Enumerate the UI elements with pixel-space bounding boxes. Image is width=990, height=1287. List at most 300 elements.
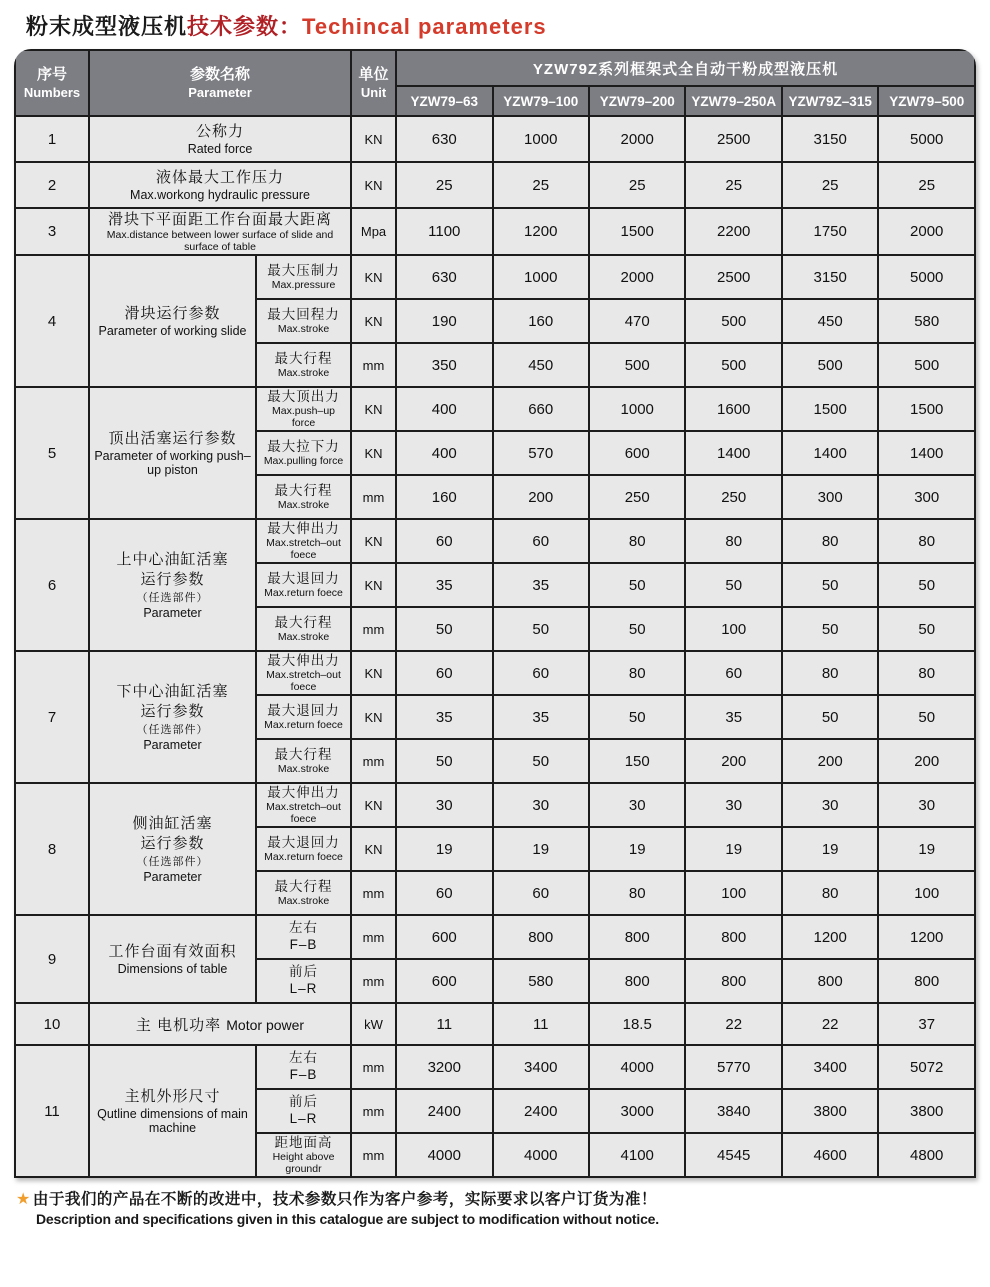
parameter-label-en: Parameter of working push–up piston — [94, 449, 251, 478]
parameter-label-cell — [89, 1003, 351, 1045]
parameter-label-en: Max.workong hydraulic pressure — [130, 187, 310, 202]
sub-parameter-cell — [256, 1045, 351, 1089]
value-cell: 25 — [878, 162, 975, 208]
value-cell: 50 — [493, 607, 589, 651]
value-cell: 50 — [396, 739, 492, 783]
parameter-label-zh: 主 电机功率 — [135, 1016, 227, 1034]
value-cell: 630 — [396, 116, 492, 162]
unit-cell: KN — [351, 695, 396, 739]
value-cell: 160 — [396, 475, 492, 519]
value-cell: 11 — [396, 1003, 492, 1045]
sub-parameter-cell — [256, 475, 351, 519]
sub-parameter-en: L–R — [289, 1111, 318, 1127]
value-cell: 5072 — [878, 1045, 975, 1089]
table-row — [15, 116, 975, 162]
value-cell: 50 — [493, 739, 589, 783]
value-cell: 1500 — [782, 387, 878, 431]
value-cell: 800 — [493, 915, 589, 959]
value-cell: 5000 — [878, 255, 975, 299]
parameter-label-note: （任选部件） — [136, 591, 209, 604]
table-row — [15, 208, 975, 255]
parameter-label-zh: 滑块下平面距工作台面最大距离 — [108, 211, 333, 228]
unit-cell: KN — [351, 827, 396, 871]
value-cell: 25 — [493, 162, 589, 208]
value-cell: 2000 — [589, 116, 685, 162]
value-cell: 4000 — [589, 1045, 685, 1089]
sub-parameter-cell — [256, 607, 351, 651]
value-cell: 50 — [782, 695, 878, 739]
unit-cell: mm — [351, 1133, 396, 1177]
unit-cell: mm — [351, 959, 396, 1003]
sub-parameter-cell — [256, 387, 351, 431]
unit-cell: mm — [351, 739, 396, 783]
header-numbers-zh: 序号 — [36, 65, 67, 83]
header-model: YZW79–250A — [685, 86, 781, 116]
value-cell: 250 — [685, 475, 781, 519]
value-cell: 19 — [782, 827, 878, 871]
unit-cell: mm — [351, 871, 396, 915]
value-cell: 500 — [685, 343, 781, 387]
sub-parameter-zh: 最大行程 — [274, 615, 333, 631]
value-cell: 580 — [493, 959, 589, 1003]
value-cell: 800 — [589, 915, 685, 959]
sub-parameter-zh: 最大退回力 — [267, 571, 340, 587]
value-cell: 19 — [589, 827, 685, 871]
header-numbers — [15, 50, 89, 116]
sub-parameter-zh: 最大伸出力 — [267, 785, 340, 801]
header-model: YZW79–500 — [878, 86, 975, 116]
value-cell: 30 — [493, 783, 589, 827]
parameter-label-note: （任选部件） — [136, 723, 209, 736]
value-cell: 3840 — [685, 1089, 781, 1133]
sub-parameter-cell — [256, 255, 351, 299]
value-cell: 30 — [878, 783, 975, 827]
row-number-cell: 10 — [15, 1003, 89, 1045]
sub-parameter-cell — [256, 519, 351, 563]
value-cell: 200 — [878, 739, 975, 783]
star-icon: ★ — [16, 1191, 31, 1209]
value-cell: 80 — [589, 651, 685, 695]
value-cell: 800 — [878, 959, 975, 1003]
parameter-label-inline — [92, 1014, 348, 1035]
unit-cell: Mpa — [351, 208, 396, 255]
unit-cell: KN — [351, 162, 396, 208]
parameter-label-en: Max.distance between lower surface of slide and surface of table — [106, 229, 334, 253]
value-cell: 2000 — [589, 255, 685, 299]
title-zh-red: 技术参数： — [187, 14, 303, 39]
header-unit-en: Unit — [360, 84, 387, 100]
value-cell: 2400 — [396, 1089, 492, 1133]
sub-parameter-cell — [256, 959, 351, 1003]
value-cell: 80 — [589, 871, 685, 915]
sub-parameter-zh: 最大退回力 — [267, 703, 340, 719]
value-cell: 1200 — [493, 208, 589, 255]
sub-parameter-cell — [256, 299, 351, 343]
sub-parameter-zh: 最大伸出力 — [267, 653, 340, 669]
value-cell: 35 — [493, 695, 589, 739]
value-cell: 37 — [878, 1003, 975, 1045]
value-cell: 19 — [878, 827, 975, 871]
value-cell: 1500 — [589, 208, 685, 255]
page-title — [14, 6, 976, 49]
value-cell: 60 — [396, 651, 492, 695]
value-cell: 35 — [396, 695, 492, 739]
value-cell: 1000 — [589, 387, 685, 431]
value-cell: 50 — [878, 563, 975, 607]
row-number-cell: 8 — [15, 783, 89, 915]
sub-parameter-cell — [256, 343, 351, 387]
value-cell: 2000 — [878, 208, 975, 255]
value-cell: 3400 — [493, 1045, 589, 1089]
parameter-label-zh: 主机外形尺寸 — [124, 1087, 221, 1105]
value-cell: 19 — [493, 827, 589, 871]
sub-parameter-zh: 左右 — [289, 1050, 318, 1066]
sub-parameter-cell — [256, 871, 351, 915]
parameter-label-zh: 公称力 — [196, 122, 245, 140]
header-parameter-en: Parameter — [188, 84, 252, 100]
value-cell: 800 — [589, 959, 685, 1003]
unit-cell: KN — [351, 651, 396, 695]
value-cell: 250 — [589, 475, 685, 519]
unit-cell: kW — [351, 1003, 396, 1045]
sub-parameter-zh: 最大行程 — [274, 483, 333, 499]
value-cell: 350 — [396, 343, 492, 387]
value-cell: 35 — [396, 563, 492, 607]
unit-cell: KN — [351, 387, 396, 431]
header-model: YZW79–63 — [396, 86, 492, 116]
value-cell: 1600 — [685, 387, 781, 431]
sub-parameter-cell — [256, 1089, 351, 1133]
value-cell: 35 — [685, 695, 781, 739]
parameter-label-zh: 上中心油缸活塞 — [116, 551, 229, 569]
sub-parameter-zh: 最大拉下力 — [267, 439, 340, 455]
value-cell: 80 — [782, 519, 878, 563]
value-cell: 5000 — [878, 116, 975, 162]
value-cell: 1100 — [396, 208, 492, 255]
parameter-label-en: Qutline dimensions of main machine — [97, 1107, 248, 1136]
sub-parameter-cell — [256, 783, 351, 827]
value-cell: 19 — [396, 827, 492, 871]
sub-parameter-cell — [256, 651, 351, 695]
value-cell: 30 — [782, 783, 878, 827]
value-cell: 660 — [493, 387, 589, 431]
sub-parameter-en: Max.stroke — [277, 499, 330, 511]
header-model: YZW79–200 — [589, 86, 685, 116]
sub-parameter-zh: 距地面高 — [274, 1135, 333, 1151]
row-number-cell: 7 — [15, 651, 89, 783]
header-unit-zh: 单位 — [358, 65, 389, 83]
table-header — [15, 50, 975, 116]
table-row — [15, 915, 975, 959]
value-cell: 4600 — [782, 1133, 878, 1177]
parameter-label-cell — [89, 783, 256, 915]
value-cell: 2400 — [493, 1089, 589, 1133]
parameter-label-cell — [89, 519, 256, 651]
sub-parameter-en: Max.return foece — [264, 851, 343, 863]
sub-parameter-en: Max.stretch–out foece — [266, 537, 341, 561]
sub-parameter-zh: 最大回程力 — [267, 307, 340, 323]
sub-parameter-cell — [256, 739, 351, 783]
value-cell: 25 — [685, 162, 781, 208]
value-cell: 3800 — [878, 1089, 975, 1133]
unit-cell: mm — [351, 607, 396, 651]
parameter-label-zh: 下中心油缸活塞 — [116, 683, 229, 701]
value-cell: 100 — [685, 607, 781, 651]
value-cell: 200 — [493, 475, 589, 519]
sub-parameter-en: L–R — [289, 981, 318, 997]
parameter-label-zh2: 运行参数 — [140, 835, 205, 853]
value-cell: 600 — [589, 431, 685, 475]
unit-cell: KN — [351, 783, 396, 827]
table-row — [15, 387, 975, 431]
value-cell: 800 — [782, 959, 878, 1003]
value-cell: 80 — [878, 651, 975, 695]
value-cell: 30 — [685, 783, 781, 827]
table-row — [15, 651, 975, 695]
value-cell: 800 — [685, 915, 781, 959]
value-cell: 580 — [878, 299, 975, 343]
parameter-label-cell — [89, 162, 351, 208]
unit-cell: KN — [351, 519, 396, 563]
value-cell: 1200 — [878, 915, 975, 959]
header-model: YZW79Z–315 — [782, 86, 878, 116]
value-cell: 600 — [396, 915, 492, 959]
parameter-label-zh: 侧油缸活塞 — [132, 815, 213, 833]
unit-cell: KN — [351, 431, 396, 475]
value-cell: 80 — [589, 519, 685, 563]
parameter-label-cell — [89, 387, 256, 519]
value-cell: 2500 — [685, 116, 781, 162]
sub-parameter-zh: 最大行程 — [274, 747, 333, 763]
sub-parameter-en: Max.stroke — [277, 367, 330, 379]
value-cell: 80 — [878, 519, 975, 563]
value-cell: 60 — [493, 651, 589, 695]
table-body — [15, 116, 975, 1177]
value-cell: 50 — [782, 563, 878, 607]
sub-parameter-zh: 最大行程 — [274, 351, 333, 367]
parameter-label-cell — [89, 915, 256, 1003]
value-cell: 30 — [589, 783, 685, 827]
unit-cell: KN — [351, 299, 396, 343]
parameter-label-en: Parameter — [143, 738, 202, 753]
sub-parameter-en: Max.stretch–out foece — [266, 801, 341, 825]
value-cell: 1200 — [782, 915, 878, 959]
parameter-label-cell — [89, 255, 256, 387]
value-cell: 50 — [589, 607, 685, 651]
value-cell: 3200 — [396, 1045, 492, 1089]
unit-cell: KN — [351, 563, 396, 607]
value-cell: 60 — [685, 651, 781, 695]
row-number-cell: 9 — [15, 915, 89, 1003]
value-cell: 100 — [685, 871, 781, 915]
value-cell: 400 — [396, 431, 492, 475]
value-cell: 600 — [396, 959, 492, 1003]
header-parameter — [89, 50, 351, 116]
value-cell: 500 — [782, 343, 878, 387]
sub-parameter-cell — [256, 695, 351, 739]
value-cell: 4800 — [878, 1133, 975, 1177]
footer-note-zh-line — [16, 1187, 976, 1209]
table-row — [15, 1045, 975, 1089]
value-cell: 25 — [782, 162, 878, 208]
value-cell: 60 — [493, 871, 589, 915]
sub-parameter-en: Max.pressure — [271, 279, 336, 291]
footer-note-zh: 由于我们的产品在不断的改进中，技术参数只作为客户参考，实际要求以客户订货为准！ — [32, 1191, 657, 1209]
value-cell: 4100 — [589, 1133, 685, 1177]
value-cell: 2500 — [685, 255, 781, 299]
footer-note-en: Description and specifications given in this catalogue are subject to modification without notice. — [36, 1211, 659, 1228]
value-cell: 1750 — [782, 208, 878, 255]
value-cell: 570 — [493, 431, 589, 475]
parameter-label-en: Parameter — [143, 870, 202, 885]
title-zh-black: 粉末成型液压机 — [26, 14, 188, 39]
table-row — [15, 255, 975, 299]
value-cell: 200 — [782, 739, 878, 783]
value-cell: 3800 — [782, 1089, 878, 1133]
value-cell: 160 — [493, 299, 589, 343]
value-cell: 200 — [685, 739, 781, 783]
sub-parameter-cell — [256, 563, 351, 607]
unit-cell: mm — [351, 475, 396, 519]
row-number-cell: 6 — [15, 519, 89, 651]
table-row — [15, 162, 975, 208]
parameter-label-zh: 滑块运行参数 — [124, 305, 221, 323]
value-cell: 60 — [396, 519, 492, 563]
header-model: YZW79–100 — [493, 86, 589, 116]
sub-parameter-en: Max.return foece — [264, 587, 343, 599]
sub-parameter-cell — [256, 431, 351, 475]
value-cell: 800 — [685, 959, 781, 1003]
value-cell: 3150 — [782, 116, 878, 162]
value-cell: 300 — [878, 475, 975, 519]
value-cell: 1400 — [782, 431, 878, 475]
parameter-label-cell — [89, 651, 256, 783]
value-cell: 50 — [589, 695, 685, 739]
parameter-label-zh2: 运行参数 — [140, 703, 205, 721]
value-cell: 3400 — [782, 1045, 878, 1089]
value-cell: 30 — [396, 783, 492, 827]
value-cell: 25 — [396, 162, 492, 208]
value-cell: 18.5 — [589, 1003, 685, 1045]
value-cell: 470 — [589, 299, 685, 343]
sub-parameter-zh: 最大顶出力 — [267, 389, 340, 405]
parameter-label-en: Parameter — [143, 606, 202, 621]
sub-parameter-en: Max.stroke — [277, 323, 330, 335]
value-cell: 50 — [878, 695, 975, 739]
table-row — [15, 519, 975, 563]
value-cell: 50 — [782, 607, 878, 651]
title-en-red: Techincal parameters — [302, 14, 547, 39]
unit-cell: mm — [351, 343, 396, 387]
value-cell: 500 — [685, 299, 781, 343]
table-row — [15, 783, 975, 827]
value-cell: 1400 — [685, 431, 781, 475]
sub-parameter-zh: 前后 — [289, 964, 318, 980]
parameter-label-cell — [89, 116, 351, 162]
parameter-label-en: Rated force — [187, 141, 253, 156]
parameter-label-zh: 工作台面有效面积 — [108, 943, 237, 961]
header-unit — [351, 50, 396, 116]
parameter-label-en: Motor power — [226, 1016, 305, 1033]
sub-parameter-en: F–B — [289, 937, 318, 953]
header-numbers-en: Numbers — [23, 84, 81, 100]
value-cell: 50 — [396, 607, 492, 651]
unit-cell: mm — [351, 1045, 396, 1089]
row-number-cell: 3 — [15, 208, 89, 255]
sub-parameter-en: Max.stroke — [277, 895, 330, 907]
sub-parameter-en: Max.stretch–out foece — [266, 669, 341, 693]
unit-cell: mm — [351, 915, 396, 959]
value-cell: 4000 — [493, 1133, 589, 1177]
value-cell: 190 — [396, 299, 492, 343]
header-parameter-zh: 参数名称 — [190, 65, 251, 83]
value-cell: 25 — [589, 162, 685, 208]
value-cell: 1000 — [493, 255, 589, 299]
value-cell: 50 — [878, 607, 975, 651]
parameter-label-zh2: 运行参数 — [140, 571, 205, 589]
value-cell: 22 — [782, 1003, 878, 1045]
sub-parameter-zh: 最大退回力 — [267, 835, 340, 851]
value-cell: 450 — [782, 299, 878, 343]
parameter-label-note: （任选部件） — [136, 855, 209, 868]
value-cell: 11 — [493, 1003, 589, 1045]
parameter-label-en: Parameter of working slide — [98, 324, 247, 339]
value-cell: 400 — [396, 387, 492, 431]
value-cell: 4545 — [685, 1133, 781, 1177]
unit-cell: mm — [351, 1089, 396, 1133]
value-cell: 50 — [589, 563, 685, 607]
parameter-label-cell — [89, 1045, 256, 1177]
sub-parameter-en: F–B — [289, 1067, 318, 1083]
value-cell: 80 — [685, 519, 781, 563]
table-row — [15, 1003, 975, 1045]
sub-parameter-zh: 左右 — [289, 920, 318, 936]
sub-parameter-zh: 最大行程 — [274, 879, 333, 895]
value-cell: 5770 — [685, 1045, 781, 1089]
value-cell: 19 — [685, 827, 781, 871]
row-number-cell: 2 — [15, 162, 89, 208]
sub-parameter-en: Max.stroke — [277, 631, 330, 643]
value-cell: 2200 — [685, 208, 781, 255]
value-cell: 60 — [396, 871, 492, 915]
sub-parameter-en: Max.pulling force — [263, 455, 344, 467]
row-number-cell: 5 — [15, 387, 89, 519]
value-cell: 60 — [493, 519, 589, 563]
footer-note — [14, 1187, 976, 1227]
value-cell: 3000 — [589, 1089, 685, 1133]
value-cell: 630 — [396, 255, 492, 299]
value-cell: 450 — [493, 343, 589, 387]
value-cell: 3150 — [782, 255, 878, 299]
value-cell: 80 — [782, 651, 878, 695]
sub-parameter-en: Max.stroke — [277, 763, 330, 775]
unit-cell: KN — [351, 255, 396, 299]
value-cell: 1400 — [878, 431, 975, 475]
value-cell: 500 — [878, 343, 975, 387]
row-number-cell: 4 — [15, 255, 89, 387]
value-cell: 300 — [782, 475, 878, 519]
parameters-table — [14, 49, 976, 1178]
sub-parameter-zh: 前后 — [289, 1094, 318, 1110]
value-cell: 150 — [589, 739, 685, 783]
parameters-table-wrapper — [14, 49, 976, 1178]
sub-parameter-cell — [256, 915, 351, 959]
row-number-cell: 1 — [15, 116, 89, 162]
parameter-label-cell — [89, 208, 351, 255]
value-cell: 100 — [878, 871, 975, 915]
value-cell: 4000 — [396, 1133, 492, 1177]
parameter-label-zh: 顶出活塞运行参数 — [108, 429, 237, 447]
